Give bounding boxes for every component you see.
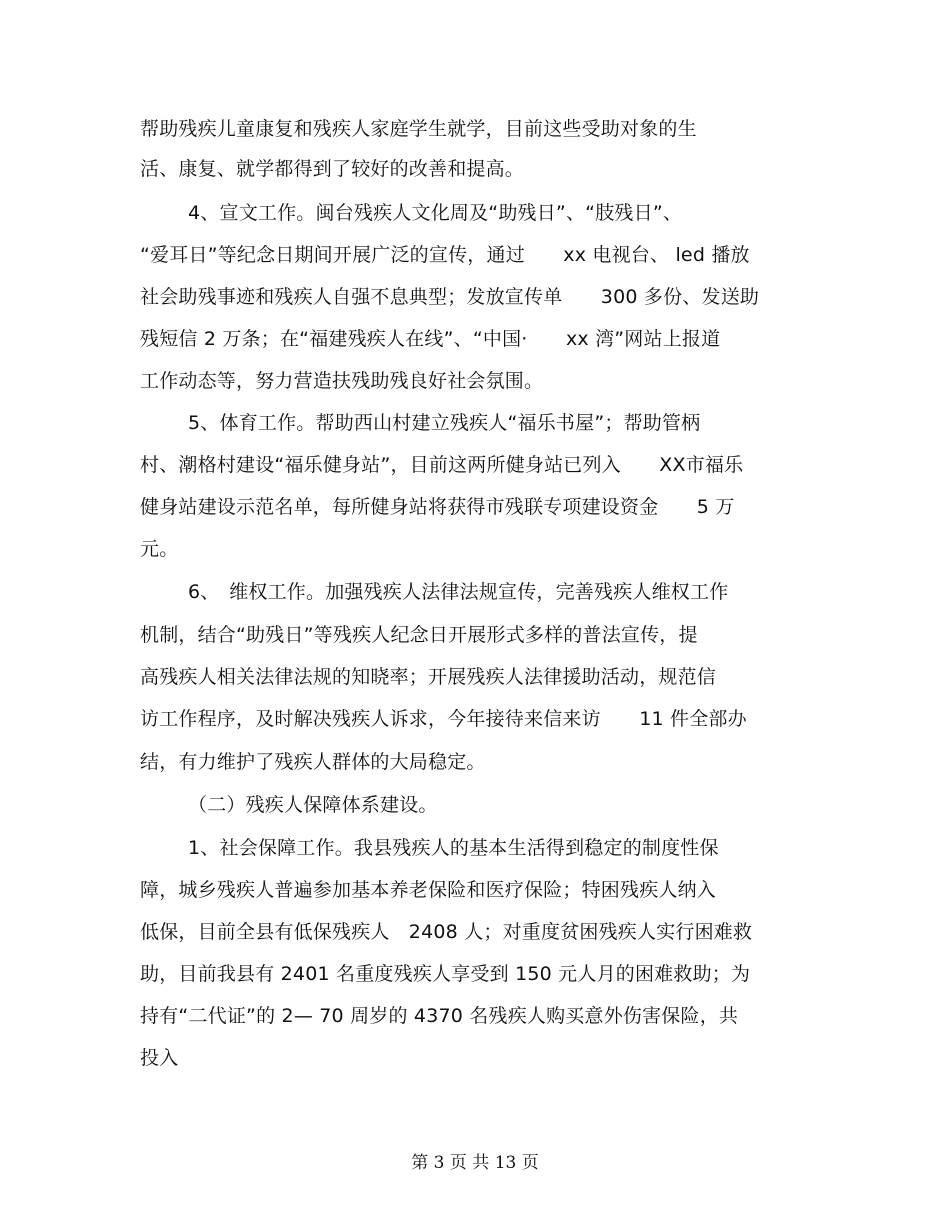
body-text-line: 结，有力维护了残疾人群体的大局稳定。 [140, 751, 486, 773]
body-text-line: 活、康复、就学都得到了较好的改善和提高。 [140, 158, 525, 180]
page-number-footer: 第 3 页 共 13 页 [411, 1153, 539, 1173]
body-text-line: 障，城乡残疾人普遍参加基本养老保险和医疗保险；特困残疾人纳入 [140, 879, 717, 901]
body-text-line: 高残疾人相关法律法规的知晓率；开展残疾人法律援助活动，规范信 [140, 666, 717, 688]
body-text-line: 1、社会保障工作。我县残疾人的基本生活得到稳定的制度性保 [188, 837, 719, 859]
body-text-line: 4、宣文工作。闽台残疾人文化周及“助残日”、“肢残日”、 [188, 202, 683, 224]
body-text-line: 访工作程序，及时解决残疾人诉求，今年接待来信来访 11 件全部办 [140, 708, 747, 730]
body-text-line: 持有“二代证”的 2— 70 周岁的 4370 名残疾人购买意外伤害保险，共 [140, 1005, 739, 1027]
body-text-line: 健身站建设示范名单，每所健身站将获得市残联专项建设资金 5 万 [140, 496, 735, 518]
body-text-line: “爱耳日”等纪念日期间开展广泛的宣传，通过 xx 电视台、 led 播放 [140, 244, 750, 266]
body-text-line: 投入 [140, 1047, 179, 1069]
body-text-line: 村、潮格村建设“福乐健身站”，目前这两所健身站已列入 XX市福乐 [140, 454, 744, 476]
body-text-line: 5、体育工作。帮助西山村建立残疾人“福乐书屋”；帮助管柄 [188, 412, 701, 434]
body-text-line: 6、 维权工作。加强残疾人法律法规宣传，完善残疾人维权工作 [188, 581, 729, 603]
body-text-line: 残短信 2 万条；在“福建残疾人在线”、“中国· xx 湾”网站上报道 [140, 328, 721, 350]
body-text-line: 元。 [140, 538, 179, 560]
body-text-line: 帮助残疾儿童康复和残疾人家庭学生就学，目前这些受助对象的生 [140, 118, 697, 140]
body-text-line: 低保，目前全县有低保残疾人 2408 人；对重度贫困残疾人实行困难救 [140, 921, 753, 943]
section-heading: （二）残疾人保障体系建设。 [188, 794, 438, 816]
body-text-line: 助，目前我县有 2401 名重度残疾人享受到 150 元人月的困难救助；为 [140, 963, 751, 985]
body-text-line: 机制，结合“助残日”等残疾人纪念日开展形式多样的普法宣传，提 [140, 624, 698, 646]
body-text-line: 工作动态等，努力营造扶残助残良好社会氛围。 [140, 370, 544, 392]
body-text-line: 社会助残事迹和残疾人自强不息典型；发放宣传单 300 多份、发送助 [140, 286, 760, 308]
